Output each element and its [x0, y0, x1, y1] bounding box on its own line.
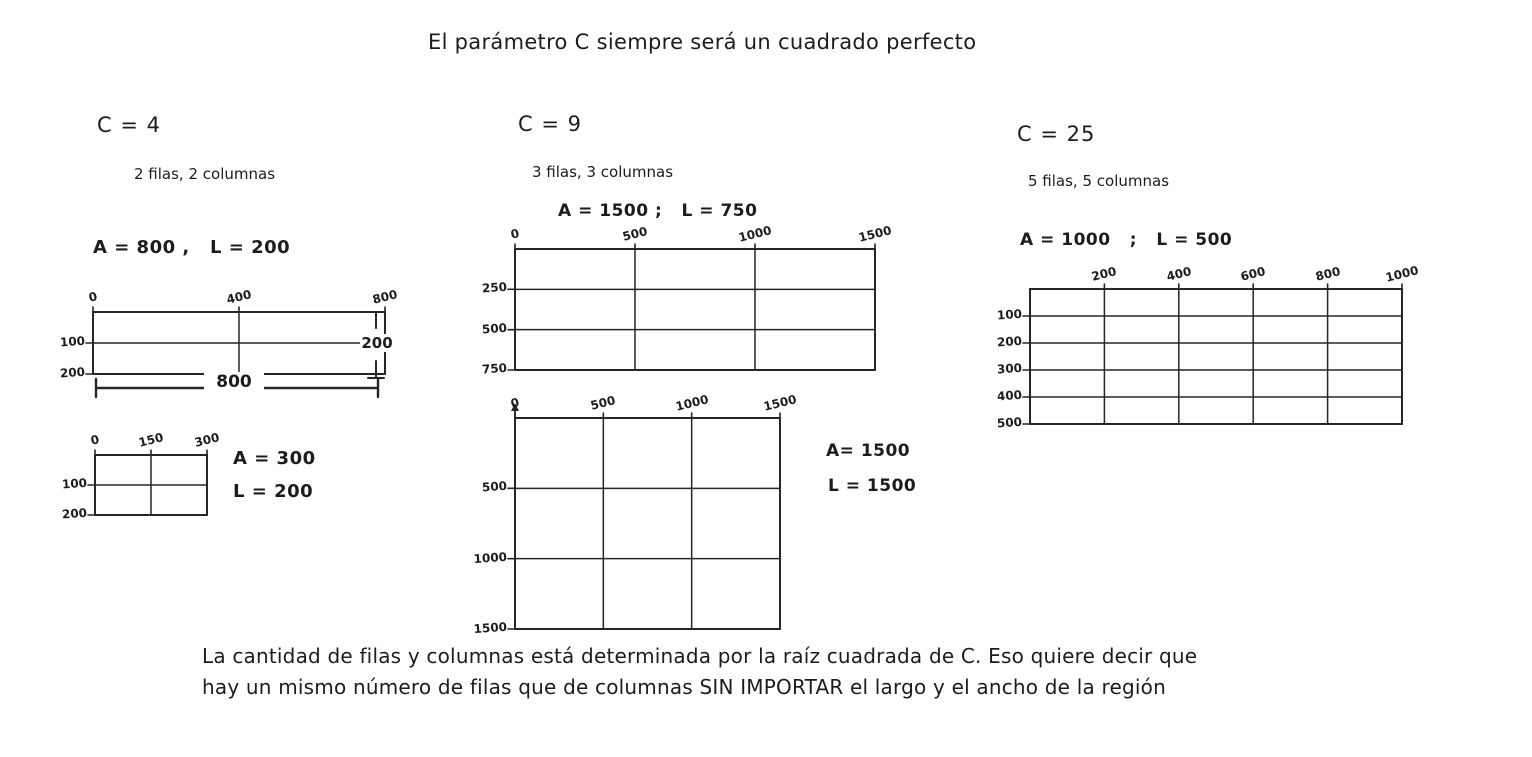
- x-tick-label: 0: [509, 226, 521, 242]
- y-tick-label: 100: [996, 306, 1023, 323]
- section-c25-heading: C = 25: [1017, 122, 1096, 146]
- y-tick-label: 1500: [473, 619, 508, 637]
- footer-line-1: La cantidad de filas y columnas está determinada por la raíz cuadrada de C. Eso quiere decir que: [202, 644, 1198, 668]
- section-c4-heading: C = 4: [97, 113, 161, 137]
- y-tick-label: 250: [481, 280, 508, 296]
- x-tick-label: 1500: [857, 223, 893, 245]
- grid-c9-square-area-label: A= 1500: [826, 441, 911, 461]
- x-tick-label: 1000: [737, 223, 773, 245]
- grid-c25: [996, 263, 1420, 431]
- grid-c9-wide: [481, 223, 893, 377]
- x-tick-label: 0: [509, 395, 521, 411]
- x-tick-label: 0: [89, 432, 101, 448]
- x-tick-label: 600: [1239, 264, 1268, 284]
- grid-c9-square-length-label: L = 1500: [828, 476, 917, 496]
- height-dimension-bracket: [361, 311, 393, 379]
- x-tick-label: 300: [193, 430, 221, 450]
- y-tick-label: 400: [996, 387, 1023, 404]
- y-tick-label: 200: [61, 505, 88, 522]
- x-tick-label: 1500: [762, 392, 798, 414]
- section-c9-params: A = 1500 ; L = 750: [558, 201, 758, 221]
- grid-c4-small-area-label: A = 300: [233, 448, 316, 469]
- x-tick-label: 800: [1313, 264, 1342, 284]
- x-tick-label: 800: [371, 287, 399, 307]
- footer-line-2: hay un mismo número de filas que de columnas SIN IMPORTAR el largo y el ancho de la región: [202, 675, 1166, 699]
- grid-c4-small-length-label: L = 200: [233, 481, 314, 502]
- y-tick-label: 500: [481, 479, 508, 495]
- section-c9-heading: C = 9: [518, 112, 582, 136]
- grid-c4-main: [59, 287, 399, 381]
- x-tick-label: 400: [1164, 264, 1193, 284]
- section-c4-params: A = 800 , L = 200: [93, 237, 291, 258]
- page-title: El parámetro C siempre será un cuadrado perfecto: [428, 30, 977, 54]
- grid-c4-small: [61, 430, 221, 522]
- x-tick-label: 500: [589, 393, 618, 413]
- width-dimension-line: [94, 372, 380, 399]
- section-c25-params: A = 1000 ; L = 500: [1020, 230, 1233, 250]
- width-dimension-value: 800: [204, 372, 264, 392]
- x-tick-label: 200: [1090, 264, 1119, 284]
- x-tick-label: 0: [87, 289, 99, 305]
- y-tick-label: 500: [996, 414, 1023, 431]
- x-tick-label: 1000: [673, 392, 710, 414]
- x-tick-label: 1000: [1384, 263, 1420, 285]
- y-tick-label: 100: [59, 333, 86, 350]
- section-c9-subheading: 3 filas, 3 columnas: [532, 163, 674, 181]
- y-tick-label: 100: [61, 475, 88, 492]
- y-tick-label: 750: [481, 360, 508, 377]
- section-c25-subheading: 5 filas, 5 columnas: [1028, 172, 1170, 190]
- y-tick-label: 200: [59, 364, 86, 381]
- x-tick-label: 150: [137, 430, 165, 450]
- grid-c9-square: [473, 392, 798, 637]
- y-tick-label: 1000: [473, 549, 508, 566]
- height-dimension-value: 200: [361, 334, 393, 352]
- y-tick-label: 300: [996, 360, 1023, 377]
- x-tick-label: 400: [225, 287, 253, 307]
- y-tick-label: 500: [481, 320, 508, 337]
- section-c4-subheading: 2 filas, 2 columnas: [134, 165, 276, 183]
- y-tick-label: 200: [996, 333, 1023, 350]
- x-tick-label: 500: [621, 224, 649, 244]
